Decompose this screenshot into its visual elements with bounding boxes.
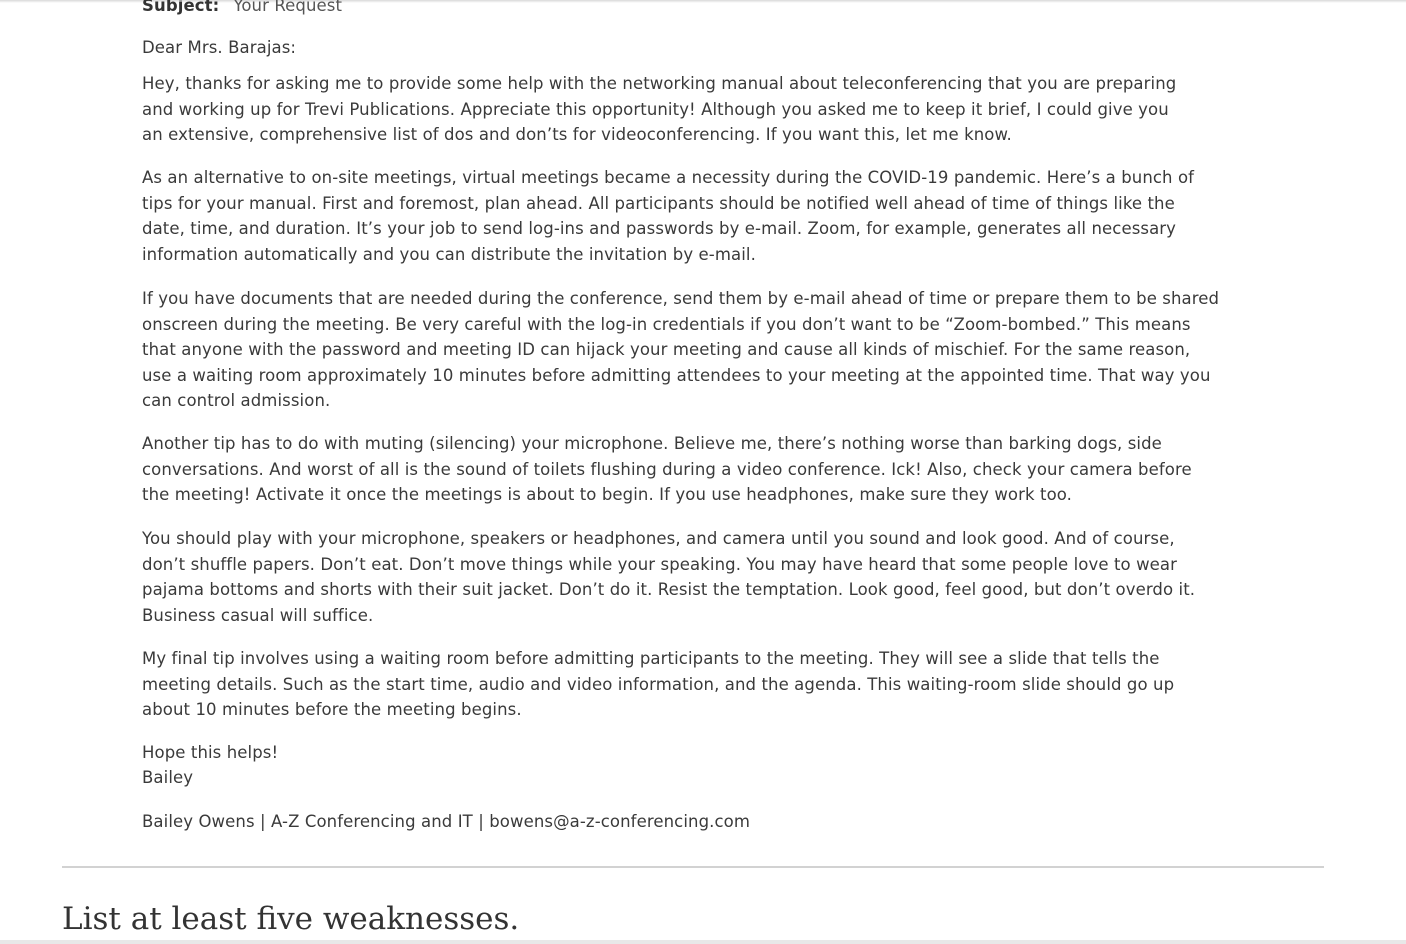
paragraph-line: information automatically and you can distribute the invitation by e-mail.: [142, 244, 756, 264]
paragraph-line: use a waiting room approximately 10 minutes before admitting attendees to your meeting at the appointed time. That way you: [142, 365, 1211, 385]
email-paragraph-1: [142, 71, 1252, 148]
email-paragraph-2: [142, 165, 1252, 267]
paragraph-line: about 10 minutes before the meeting begins.: [142, 700, 522, 719]
paragraph-line: Business casual will suffice.: [142, 605, 374, 625]
paragraph-line: My final tip involves using a waiting room before admitting participants to the meeting. They will see a slide that tells the: [142, 649, 1160, 668]
email-sender-name: Bailey: [142, 768, 194, 787]
question-heading: List at least five weaknesses.: [62, 901, 520, 937]
paragraph-line: As an alternative to on-site meetings, virtual meetings became a necessity during the COVID-19 pandemic. Here’s a bunch of: [142, 168, 1195, 187]
paragraph-line: the meeting! Activate it once the meetings is about to begin. If you use headphones, make sure they work too.: [142, 485, 1073, 504]
email-closing: Hope this helps!: [142, 743, 279, 762]
paragraph-line: tips for your manual. First and foremost, plan ahead. All participants should be notified well ahead of time of things like the: [142, 193, 1175, 213]
paragraph-line: that anyone with the password and meeting ID can hijack your meeting and cause all kinds of mischief. For the same reason,: [142, 340, 1191, 359]
email-paragraph-3: [142, 286, 1252, 414]
paragraph-line: and working up for Trevi Publications. Appreciate this opportunity! Although you asked me to keep it brief, I could give you: [142, 99, 1169, 119]
paragraph-line: can control admission.: [142, 391, 331, 410]
paragraph-line: Hey, thanks for asking me to provide some help with the networking manual about teleconferencing that you are preparing: [142, 74, 1177, 93]
paragraph-line: conversations. And worst of all is the sound of toilets flushing during a video conference. Ick! Also, check your camera before: [142, 459, 1192, 479]
email-paragraph-6: [142, 646, 1252, 723]
email-greeting: Dear Mrs. Barajas:: [142, 38, 297, 57]
section-divider: [62, 866, 1324, 868]
paragraph-line: meeting details. Such as the start time, audio and video information, and the agenda. This waiting-room slide should go up: [142, 674, 1175, 694]
email-paragraph-5: [142, 526, 1252, 628]
email-signature: Bailey Owens | A-Z Conferencing and IT | bowens@a-z-conferencing.com: [142, 812, 751, 831]
paragraph-line: don’t shuffle papers. Don’t eat. Don’t move things while your speaking. You may have heard that some people love to wear: [142, 554, 1178, 574]
subject-label: Subject:: [142, 0, 220, 15]
paragraph-line: date, time, and duration. It’s your job to send log-ins and passwords by e-mail. Zoom, for example, generates all necessary: [142, 219, 1177, 238]
paragraph-line: onscreen during the meeting. Be very careful with the log-in credentials if you don’t want to be “Zoom-bombed.” This means: [142, 314, 1191, 334]
paragraph-line: If you have documents that are needed during the conference, send them by e-mail ahead of time or prepare them to be shared: [142, 289, 1220, 308]
bottom-edge: [0, 940, 1406, 944]
paragraph-line: an extensive, comprehensive list of dos and don’ts for videoconferencing. If you want this, let me know.: [142, 125, 1012, 144]
paragraph-line: Another tip has to do with muting (silencing) your microphone. Believe me, there’s nothing worse than barking dogs, side: [142, 434, 1162, 453]
email-paragraph-4: [142, 431, 1252, 508]
email-subject-line: [142, 0, 342, 16]
paragraph-line: pajama bottoms and shorts with their suit jacket. Don’t do it. Resist the temptation. Look good, feel good, but don’t overdo it.: [142, 580, 1196, 599]
subject-value: Your Request: [233, 0, 343, 15]
paragraph-line: You should play with your microphone, speakers or headphones, and camera until you sound and look good. And of course,: [142, 529, 1175, 548]
